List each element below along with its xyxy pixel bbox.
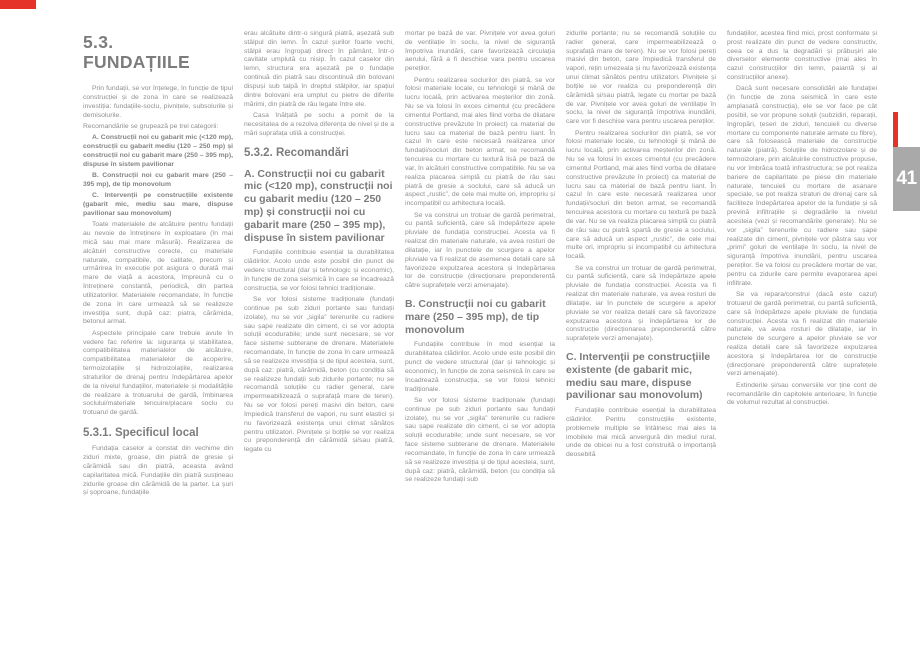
paragraph-consolidari-c: Dacă sunt necesare consolidări ale fundației (în funcție de zona seismică în care este amplasată construcția), ele se vor face pe cât posibil, se vor propune soluții (subzidiri, reparații, îngropări, țeseri de ziduri, tencuieli cu diverse mortare cu componente naturale armate cu fibre), care să folosească materiale de construcție naturale (piatră). Soluțiile de hidroizolare și de termoizolare, prin alcătuirile constructive propuse, nu vor îmbrăca toată infrastructura; se pot realiza bariere de capilaritate pe piese din materiale naturale, tencuieli cu mortare de asanare speciale, se pot realiza straturi de drenaj care să faciliteze îndepărtarea apelor de la fundație și să prevină infiltrațiile și degradările la nivelul acesteia (vezi și recomandările generale). Nu se vor „sigila” terenurile cu radiere sau șape realizate din ciment, pivnițele vor păstra sau vor „primi” goluri de ventilație în soclu, la nivel de siguranță împotriva inundării, pentru uscarea pereților. Se va folosi cu precădere mortar de var, pentru ca zidurile care permite evaporarea apei infiltrate. <box>727 85 877 287</box>
paragraph-systems-a: Se vor folosi sisteme tradiționale (fundații continue pe sub ziduri portante sau fundații izolate), nu se vor „sigila” terenurile cu radiere sau șape realizate din ciment, ci se vor adopta soluții ecodurabile; unde sunt necesare, se vor face sisteme subterane de drenare. Materialele recomandate, în funcție de zona în care urmează să se realizeze investiția și de tipul acesteia, sunt, după caz: piatră, cărămidă, beton (cu condiția să se realizeze fundații sub zidurile portante; nu se recomandă soluțiile cu radier general, care impermeabilizează o suprafață mare de teren). Nu se vor folosi pereți masivi din beton, care împiedică transferul de vapori, nu sunt elastici și nu favorizează existența unui climat sănătos pentru utilizatori. Pivnițele și bolțile se vor realiza cu preponderență din cărămidă și/sau piatră, legate cu <box>244 296 394 454</box>
paragraph-materials: Toate materialele de alcătuire pentru fundații au nevoie de întreținere în exploatare (în mai mică sau mai mare măsură). Realizarea de alcătuiri constructive corecte, cu materiale naturale, compatibile, de calitate, precum și urmărirea în execuție pot asigura o durată mai mare de viață a acestora, împreună cu o întreținere constantă, periodică, din partea utilizatorilor. Materialele recomandate, în funcție de zona în care urmează să se realizeze investiția sunt, după caz: piatra, cărămida, betonul armat. <box>83 221 233 326</box>
section-title <box>83 33 233 72</box>
paragraph-extinderi-c: Extinderile și/sau conversiile vor ține cont de recomandările din capitolele anterioare, în funcție de volumul rezultat al construcției. <box>727 381 877 407</box>
section-number: 5.3. <box>83 32 114 52</box>
category-c: C. Intervenții pe construcțiile existente (gabarit mic, mediu sau mare, dispuse pavilionar sau monovolum) <box>83 192 233 217</box>
page-tab-accent-bar <box>893 112 898 147</box>
section-name: FUNDAȚIILE <box>83 51 191 72</box>
column-1 <box>83 33 233 501</box>
top-left-accent-bar <box>0 0 36 9</box>
paragraph-trotuar-a: Se va construi un trotuar de gardă perimetral, cu pantă suficientă, care să îndepărteze apele pluviale de fundația construcției. Acesta va fi realizat din materiale naturale, va avea rosturi de dilatație, iar în punctele de scurgere a apelor pluviale va fi realizat de asemenea detalii care să favorizeze expulzarea acestora și îndepărtarea lor de construcție (direcționare preponderentă către suprafețele verzi amenajate). <box>405 211 555 290</box>
paragraph-mortar: mortar pe bază de var. Pivnițele vor avea goluri de ventilație în soclu, la nivel de siguranță împotriva inundării, care favorizează circulația aerului, fără a fi deschise vara pentru uscarea pereților. <box>405 30 555 73</box>
category-a: A. Construcții noi cu gabarit mic (<120 mp), construcții cu gabarit mediu (120 – 250 mp) și construcții noi cu gabarit mare (250 – 395 mp), dispuse în sistem pavilionar <box>83 134 233 168</box>
heading-category-c: C. Intervenții pe construcțiile existente (de gabarit mic, mediu sau mare, dispuse pavilionar sau monovolum) <box>566 350 711 402</box>
paragraph-socluri-b: Pentru realizarea soclurilor din piatră, se vor folosi materiale locale, cu tehnologii și mână de lucru locală, prin activarea meșterilor din zonă. Nu se va folosi în exces cimentul (cu precădere cimentul Portland, mai ales fiind vorba de dilatare constructive prevăzute în proiect) ca material de lucru sau ca material de bază pentru liant. În cazul în care este necesară realizarea unor fundații/socluri din beton armat, se recomandă tencuirea acestora cu mortare cu textură pe bază de var. Nu se va realiza placarea simplă cu piatră de râu sau cu piatră spartă de gresie a soclului, care să aducă un aspect „rustic”, de cele mai multe ori, impropriu și incompatibil cu arhitectura locală. <box>566 129 716 261</box>
column-5 <box>727 30 877 411</box>
paragraph-fundatiilor-c: fundațiilor, acestea fiind mici, prost conformate și prost realizate din punct de vedere constructiv, ceea ce a dus la degradări și prăbușiri ale diverselor elemente constructive (mai ales în cazul construcțiilor din lemn, paiantă și al construcțiilor anexe). <box>727 30 877 82</box>
paragraph-foundations-b: Fundațiile contribuie în mod esențial la durabilitatea clădirilor. Acolo unde este posibil din punct de vedere structural (dar și tehnologic și economic), în funcție de zona seismică în care se încadrează construcția, se vor folosi tehnici tradiționale. <box>405 341 555 393</box>
paragraph-recommendations: Recomandările se grupează pe trei categorii: <box>83 123 219 130</box>
category-b: B. Construcții noi cu gabarit mare (250 – 395 mp), de tip monovolum <box>83 172 233 188</box>
page-number-tab <box>893 147 920 211</box>
page-number: 41 <box>896 168 917 189</box>
column-2 <box>244 30 394 457</box>
paragraph-continuation: erau alcătuite dintr-o singură piatră, așezată sub stâlpul din lemn. În cazul șurilor foarte vechi, stâlpii erau îngropați direct în pământ, într-o cavitate umplută cu nisip. În cazul caselor din lemn, structura era așezată pe o fundație continuă din piatră sau discontinuă din bolovani dispuși sub talpă în dreptul stâlpilor, iar spațiul dintre bolovani era umplut cu pietre de diferite mărimi, din piatră de râu legate între ele. <box>244 30 394 108</box>
paragraph-specific: Fundația caselor a constat din vechime din ziduri mixte, groase, din piatră de gresie și cărămidă sau din piatră, aceasta având capilaritatea mică. Fundațiile din piatră susțineau zidurile groase din cărămidă de la parter. La șuri și șoproane, fundațiile <box>83 445 233 497</box>
heading-category-a: A. Construcții noi cu gabarit mic (<120 mp), construcții noi cu gabarit mediu (120 – 250 mp) și construcții noi cu gabarit mare (250 – 395 mp), dispuse în sistem pavilionar <box>244 167 393 244</box>
paragraph-trotuar-b: Se va construi un trotuar de gardă perimetral, cu pantă suficientă, care să îndepărteze apele pluviale de fundația construcției. Acesta va fi realizat din materiale naturale, va avea rosturi de dilatație, iar în punctele de scurgere a apelor pluviale se vor realiza detalii care să favorizeze expulzarea acestora și îndepărtarea lor de construcție (direcționarea preponderentă către suprafețele verzi amenajate). <box>566 264 716 343</box>
heading-category-b: B. Construcții noi cu gabarit mare (250 – 395 mp), de tip monovolum <box>405 298 546 336</box>
column-3 <box>405 30 555 488</box>
paragraph-socluri-a: Pentru realizarea soclurilor din piatră, se vor folosi materiale locale, cu tehnologii și mână de lucru locală, prin activarea meșterilor din zonă. Nu se va folosi în exces cimentul (cu precădere cimentul Portland, mai ales fiind vorba de dilatare constructive prevăzute în proiect) ca material de lucru sau ca material de bază pentru liant. În cazul în care este necesară realizarea unor fundații/socluri din beton armat, se recomandă tencuirea cu mortare cu textură lisă pe bază de var, în alcătuiri constructive compatibile. Nu se va realiza placarea simplă cu piatră de râu sau piatră de gresie a soclului, care să aducă un aspect „rustic”, de cele mai multe ori, impropriu și incompatibil cu arhitectura locală. <box>405 76 555 208</box>
heading-532-recomandari: 5.3.2. Recomandări <box>244 147 349 160</box>
paragraph-casa-soclu: Casa înălțată pe soclu a pornit de la necesitatea de a rezolva diferența de nivel și de a mări suprafața utilă a construcției. <box>244 111 394 137</box>
paragraph-foundations-c: Fundațiile contribuie esențial la durabilitatea clădirilor. Pentru construcțiile existente, problemele multiple se întâlnesc mai ales la imobilele mai mică anvergură din mediul rural, unde de obicei nu a fost construită o importanță deosebită <box>566 407 716 459</box>
paragraph-ziduri-b: zidurile portante; nu se recomandă soluțiile cu radier general, care impermeabilizează o suprafață mare de teren). Nu se vor folosi pereți masivi din beton, care împiedică transferul de vapori, rețin umezeala și nu favorizează existența unui climat sănătos pentru utilizatori. Pivnițele și bolțile se vor realiza cu preponderență din cărămidă și/sau piatră, legate cu mortar pe bază de var. Pivnițele vor avea goluri de ventilație în soclu, la nivel de siguranță împotriva inundării, care vor fi deschise vara pentru uscarea pereților. <box>566 30 716 126</box>
paragraph-foundations-a: Fundațiile contribuie esențial la durabilitatea clădirilor. Acolo unde este posibil din punct de vedere structural (dar și tehnologic și economic), în funcție de zona seismică în care se încadrează construcția, se vor folosi tehnici tradiționale. <box>244 249 394 292</box>
paragraph-trotuar-c: Se va repara/construi (dacă este cazul) trotuarul de gardă perimetral, cu pantă suficientă, care să îndepărteze apele pluviale de fundația construcției. Acesta va fi realizat din materiale naturale, va avea rosturi de dilatație, iar în punctele de scurgere a apelor pluviale se vor realiza detalii care să favorizeze expulzarea acestora și îndepărtarea lor de construcție (direcționare preponderentă către suprafețele verzi amenajate). <box>727 291 877 378</box>
column-4 <box>566 30 716 463</box>
paragraph-aspects: Aspectele principale care trebuie avute în vedere fac referire la: siguranța și stabilitatea, compatibilitatea materialelor de alcătuire, compatibilitatea materialelor de acoperire, termoizolațiile și hidroizolațiile, realizarea straturilor de drenaj pentru îndepărtarea apelor de la nivelul fundațiilor, materialele și modalitățile de realizare a trotuarului de gardă, îmbinarea soclului/materiale tencuire/placare soclu cu trotuarul de gardă. <box>83 329 233 417</box>
heading-531-specificul-local: 5.3.1. Specificul local <box>83 427 199 439</box>
paragraph-intro: Prin fundații, se vor înțelege, în funcție de tipul construcției și de zona în care se realizează investiția: fundațiile-soclu, pivnițele, subsolurile și demisolurile. <box>83 85 233 119</box>
paragraph-systems-b: Se vor folosi sisteme tradiționale (fundații continue pe sub ziduri portante sau fundații izolate), nu se vor „sigila” terenurile cu radiere sau șape realizate din ciment, ci se vor adopta soluții ecodurabile; unde sunt necesare, se vor face sisteme subterane de drenare. Materialele recomandate, în funcție de zona în care urmează să se realizeze investiția și de tipul acesteia, sunt, după caz: piatră, cărămidă, beton (cu condiția să se realizeze fundații sub <box>405 396 555 484</box>
